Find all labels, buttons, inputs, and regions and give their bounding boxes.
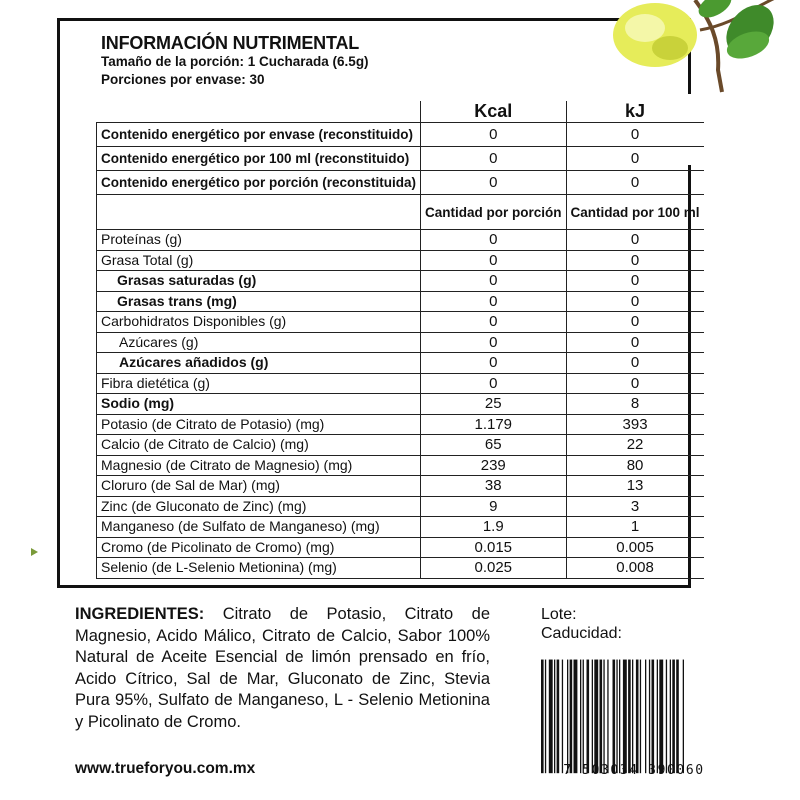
ingredients-block xyxy=(75,604,490,733)
table-row xyxy=(97,435,704,456)
barcode-bar xyxy=(562,660,563,774)
barcode-bar xyxy=(603,660,604,774)
barcode-bar xyxy=(659,660,663,774)
caducidad-label: Caducidad: xyxy=(541,625,622,642)
barcode-bar xyxy=(583,660,584,774)
ingredients-text: Citrato de Potasio, Citrato de Magnesio, Acido Málico, Citrato de Calcio, Sabor 100% Natural de Aceite Esencial de limón prensado en frío, Acido Cítrico, Sal de Mar, Gluconato de Zinc, Stevia Pura 95%, Sulfato de Manganeso, L - Selenio Metionina y Picolinato de Cromo. xyxy=(75,605,491,731)
nutrient-per-100ml: 0 xyxy=(566,250,704,271)
energy-row xyxy=(97,123,704,147)
barcode-bar xyxy=(592,660,593,774)
barcode-bar xyxy=(649,660,650,774)
barcode-bar xyxy=(640,660,641,774)
unit-kj: kJ xyxy=(566,101,704,123)
nutrient-per-100ml: 0.008 xyxy=(566,558,704,579)
barcode-bar xyxy=(683,660,684,774)
header-per-portion: Cantidad por porción xyxy=(421,195,567,230)
nutrient-label: Potasio (de Citrato de Potasio) (mg) xyxy=(97,414,421,435)
nutrient-per-portion: 0.025 xyxy=(421,558,567,579)
barcode-bar xyxy=(541,660,544,774)
nutrient-per-100ml: 8 xyxy=(566,394,704,415)
barcode-number: 7 503034 390060 xyxy=(563,763,705,778)
nutrient-per-100ml: 0 xyxy=(566,353,704,374)
lote-label: Lote: xyxy=(541,606,577,623)
barcode-bar xyxy=(580,660,581,774)
nutrient-label: Proteínas (g) xyxy=(97,230,421,251)
table-row xyxy=(97,271,704,292)
barcode-bar xyxy=(652,660,655,774)
nutrient-per-portion: 0 xyxy=(421,271,567,292)
barcode-bar xyxy=(676,660,679,774)
nutrient-per-portion: 1.9 xyxy=(421,517,567,538)
barcode-bar xyxy=(594,660,598,774)
table-row xyxy=(97,517,704,538)
nutrient-label: Zinc (de Gluconato de Zinc) (mg) xyxy=(97,496,421,517)
barcode-bar xyxy=(619,660,620,774)
nutrient-per-portion: 0 xyxy=(421,291,567,312)
barcode-bar xyxy=(574,660,578,774)
energy-kj: 0 xyxy=(566,147,704,171)
barcode-bar xyxy=(570,660,573,774)
barcode-bar xyxy=(628,660,631,774)
nutrient-per-portion: 0 xyxy=(421,312,567,333)
nutrient-label: Azúcares añadidos (g) xyxy=(97,353,421,374)
nutrient-per-portion: 0 xyxy=(421,332,567,353)
table-row xyxy=(97,455,704,476)
barcode-bar xyxy=(670,660,671,774)
nutrient-per-100ml: 80 xyxy=(566,455,704,476)
nutrient-label: Calcio (de Citrato de Calcio) (mg) xyxy=(97,435,421,456)
nutrient-per-100ml: 0 xyxy=(566,312,704,333)
header-per-100ml: Cantidad por 100 ml xyxy=(566,195,704,230)
website-link[interactable]: www.trueforyou.com.mx xyxy=(75,760,256,777)
lemon-illustration xyxy=(600,0,800,110)
energy-row xyxy=(97,171,704,195)
nutrient-per-portion: 0.015 xyxy=(421,537,567,558)
barcode-bar xyxy=(616,660,617,774)
energy-label: Contenido energético por envase (reconstituido) xyxy=(97,123,421,147)
nutrient-per-portion: 0 xyxy=(421,250,567,271)
serving-size: Tamaño de la porción: 1 Cucharada (6.5g) xyxy=(101,54,369,69)
energy-kj: 0 xyxy=(566,123,704,147)
barcode-bar xyxy=(632,660,633,774)
nutrient-per-100ml: 0.005 xyxy=(566,537,704,558)
barcode-bar xyxy=(557,660,560,774)
barcode-bar xyxy=(567,660,568,774)
barcode-bar xyxy=(636,660,639,774)
table-row xyxy=(97,291,704,312)
nutrient-label: Azúcares (g) xyxy=(97,332,421,353)
nutrient-per-100ml: 13 xyxy=(566,476,704,497)
barcode-bar xyxy=(645,660,646,774)
table-row xyxy=(97,230,704,251)
barcode-bar xyxy=(545,660,546,774)
nutrient-per-portion: 0 xyxy=(421,373,567,394)
nutrient-per-portion: 38 xyxy=(421,476,567,497)
nutrient-per-100ml: 22 xyxy=(566,435,704,456)
nutrient-per-100ml: 0 xyxy=(566,271,704,292)
unit-kcal: Kcal xyxy=(421,101,567,123)
nutrient-per-100ml: 0 xyxy=(566,332,704,353)
nutrient-per-100ml: 0 xyxy=(566,291,704,312)
blank-cell xyxy=(97,195,421,230)
ingredients-label: INGREDIENTES: xyxy=(75,605,205,623)
nutrient-label: Grasa Total (g) xyxy=(97,250,421,271)
table-row xyxy=(97,394,704,415)
nutrient-label: Grasas saturadas (g) xyxy=(97,271,421,292)
table-row xyxy=(97,558,704,579)
nutrient-per-portion: 239 xyxy=(421,455,567,476)
table-row xyxy=(97,496,704,517)
barcode-bar xyxy=(554,660,555,774)
barcode-bar xyxy=(623,660,627,774)
barcode-bar xyxy=(587,660,590,774)
energy-label: Contenido energético por porción (reconstituida) xyxy=(97,171,421,195)
barcode-bar xyxy=(672,660,675,774)
barcode-icon xyxy=(535,655,733,780)
nutrient-per-100ml: 393 xyxy=(566,414,704,435)
nutrient-per-portion: 1.179 xyxy=(421,414,567,435)
decorative-arrow-icon xyxy=(31,548,38,556)
nutrient-per-portion: 0 xyxy=(421,230,567,251)
barcode-bar xyxy=(549,660,553,774)
nutrient-per-portion: 0 xyxy=(421,353,567,374)
table-row xyxy=(97,537,704,558)
nutrient-label: Sodio (mg) xyxy=(97,394,421,415)
blank-cell xyxy=(97,101,421,123)
table-row xyxy=(97,373,704,394)
nutrient-label: Cromo (de Picolinato de Cromo) (mg) xyxy=(97,537,421,558)
barcode-bar xyxy=(607,660,608,774)
nutrient-label: Cloruro (de Sal de Mar) (mg) xyxy=(97,476,421,497)
energy-kj: 0 xyxy=(566,171,704,195)
table-row xyxy=(97,250,704,271)
barcode-bar xyxy=(666,660,667,774)
table-row xyxy=(97,332,704,353)
nutrient-label: Carbohidratos Disponibles (g) xyxy=(97,312,421,333)
energy-kcal: 0 xyxy=(421,123,567,147)
nutrient-label: Selenio (de L-Selenio Metionina) (mg) xyxy=(97,558,421,579)
nutrient-per-100ml: 0 xyxy=(566,230,704,251)
nutrient-per-portion: 25 xyxy=(421,394,567,415)
nutrient-per-100ml: 0 xyxy=(566,373,704,394)
nutrient-label: Magnesio (de Citrato de Magnesio) (mg) xyxy=(97,455,421,476)
nutrient-label: Grasas trans (mg) xyxy=(97,291,421,312)
nutrient-label: Fibra dietética (g) xyxy=(97,373,421,394)
barcode-bar xyxy=(600,660,603,774)
energy-kcal: 0 xyxy=(421,147,567,171)
column-header-row xyxy=(97,195,704,230)
nutrient-per-portion: 9 xyxy=(421,496,567,517)
energy-row xyxy=(97,147,704,171)
table-row xyxy=(97,476,704,497)
nutrient-per-portion: 65 xyxy=(421,435,567,456)
barcode-bar xyxy=(613,660,616,774)
barcode-bar xyxy=(657,660,658,774)
table-row xyxy=(97,414,704,435)
energy-kcal: 0 xyxy=(421,171,567,195)
nutrient-label: Manganeso (de Sulfato de Manganeso) (mg) xyxy=(97,517,421,538)
nutrient-per-100ml: 3 xyxy=(566,496,704,517)
servings-per-container: Porciones por envase: 30 xyxy=(101,72,265,87)
table-row xyxy=(97,353,704,374)
nutrition-table xyxy=(96,101,704,579)
energy-label: Contenido energético por 100 ml (reconstituido) xyxy=(97,147,421,171)
table-row xyxy=(97,312,704,333)
panel-title: INFORMACIÓN NUTRIMENTAL xyxy=(101,33,360,53)
nutrient-per-100ml: 1 xyxy=(566,517,704,538)
